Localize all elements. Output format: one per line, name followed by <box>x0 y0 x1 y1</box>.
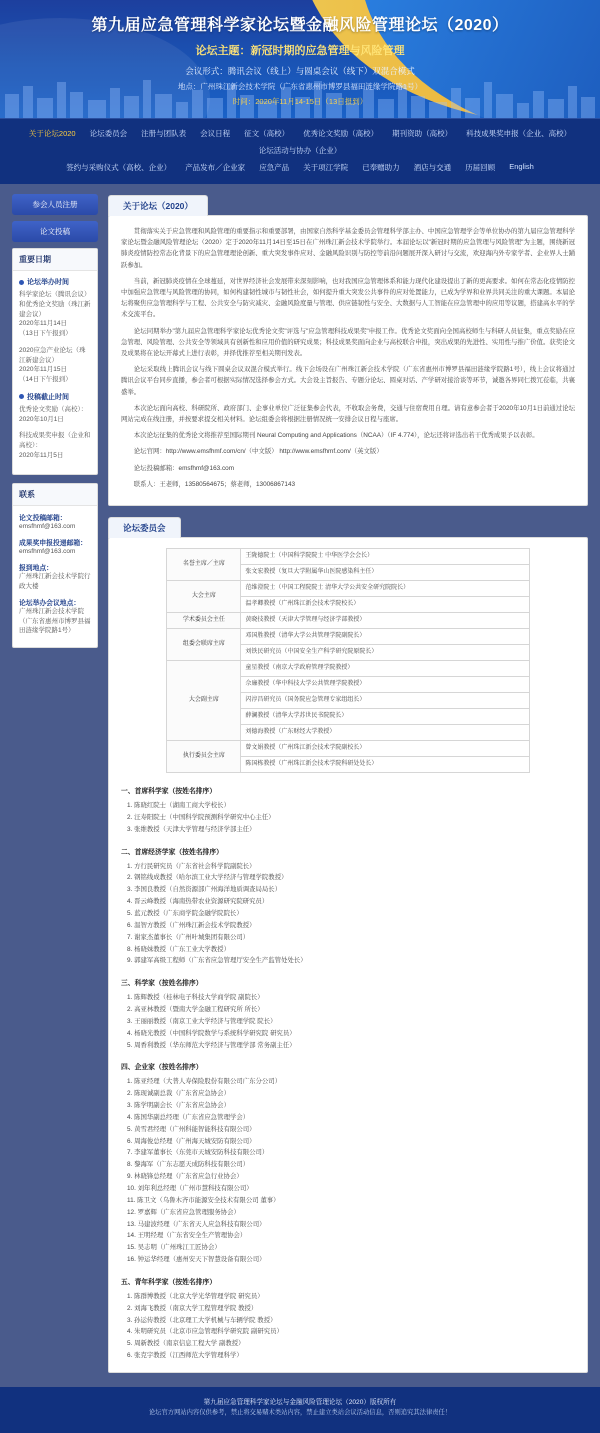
date-group <box>19 431 91 460</box>
nav-item-product-launch[interactable]: 产品发布／企业家 <box>185 163 246 172</box>
committee-member: 陈国栋教授（广州珠江新会技术学院科研处处长） <box>241 757 529 773</box>
about-panel-body <box>109 216 587 505</box>
list-item: 5. 周香利教授（华东师范大学经济与管理学部 常务副主任） <box>127 1041 296 1049</box>
list-item: 8. 杨晓妹教授（广东工业大学教授） <box>127 945 230 953</box>
about-panel <box>108 215 588 506</box>
list-item: 8. 黎海军（广东志愿天成防科技有限公司） <box>127 1161 250 1169</box>
list-item: 7. 谢家杰董事长（广州叶城集团有限公司） <box>127 933 250 941</box>
list-item: 5. 蓝元教授（广东商学院金融学院院长） <box>127 909 243 917</box>
committee-role: 大会副主席 <box>167 661 241 741</box>
about-paragraph: 当前，新冠肺炎疫情在全球蔓延，对世界经济社会发展带来深刻影响，也对我国应急管理体系和能力现代化建设提出了新的更高要求。如何在常态化疫情防控中加强应急管理与风险管理的协同，如何构建韧性城市与韧性社会，如何提升重大突发公共事件的应对处置能力，已成为学界和业界共同关注的重大课题。本届论坛将聚焦应急管理科学与工程、公共安全与防灾减灾、金融风险度量与管理、供应链韧性与安全、大数据与人工智能在应急管理中的应用等议题，搭建高水平的学术交流平台。 <box>121 277 575 319</box>
important-dates-body <box>13 271 97 474</box>
table-row <box>167 549 529 565</box>
committee-member: 佘廉教授（华中科技大学公共管理学院教授） <box>241 677 529 693</box>
list-item: 1. 陈晓红院士（湖南工商大学校长） <box>127 802 230 810</box>
list-item: 14. 王明经理（广东省安全生产管理协会） <box>127 1232 247 1240</box>
nav-item-emergency-products[interactable]: 应急产品 <box>259 163 290 172</box>
nav-item-committee[interactable]: 论坛委员会 <box>89 129 128 138</box>
bullet-icon <box>19 394 24 399</box>
date-group <box>19 346 91 385</box>
committee-role: 组委会联席主席 <box>167 629 241 661</box>
committee-role: 执行委员会主席 <box>167 741 241 773</box>
list-item: 15. 吴志明（广州珠江工匠协会） <box>127 1244 221 1252</box>
date-item: （13日下午报到） <box>19 330 72 337</box>
nav-item-activities[interactable]: 论坛活动与协办（企业） <box>258 146 342 155</box>
list-item: 16. 钟运华经理（惠州安天下智慧设备有限公司） <box>127 1256 266 1264</box>
submit-paper-button[interactable]: 论文投稿 <box>12 221 98 242</box>
committee-member: 张文宏教授（复旦大学附属华山医院感染科主任） <box>241 565 529 581</box>
table-row <box>167 741 529 757</box>
date-group-label: 投稿截止时间 <box>27 393 69 401</box>
date-group-head <box>19 392 91 402</box>
list-item: 2. 汪寿阳院士（中国科学院预测科学研究中心主任） <box>127 813 275 821</box>
table-row <box>167 581 529 597</box>
list-item: 9. 林晓锋总经理（广东省应急行业协会） <box>127 1173 243 1181</box>
list-item: 11. 陈卫文（乌鲁木齐市能源安全技术有限公司 董事） <box>127 1196 280 1204</box>
date-item: 2020年11月14日 <box>19 320 67 328</box>
about-paragraph-journal: 本次论坛征集的优秀论文将推荐至国际期刊 Neural Computing and Applications（NCAA）（IF 4.774），论坛还将评选出若干优秀成果予以表彰。 <box>133 432 539 440</box>
nav-item-journal[interactable]: 期刊资助（高校） <box>392 129 453 138</box>
committee-member: 刘德海教授（广东财经大学教授） <box>241 725 529 741</box>
contact-value: emsfhmf@163.com <box>19 547 76 555</box>
list-section-title: 二、首席经济学家（按姓名排序） <box>121 848 223 856</box>
committee-member: 曾文娟教授（广州珠江新会技术学院副校长） <box>241 741 529 757</box>
date-group <box>19 277 91 339</box>
main-navigation <box>0 118 600 184</box>
list-item: 6. 周海俊总经理（广州海天城安防有限公司） <box>127 1137 256 1145</box>
important-dates-card <box>12 248 98 475</box>
committee-member: 温孝卿教授（广州珠江新会技术学院校长） <box>241 597 529 613</box>
date-item: 2020年11月5日 <box>19 451 64 459</box>
list-section-title: 四、企业家（按姓名排序） <box>121 1064 203 1072</box>
sidebar <box>12 194 98 656</box>
list-item: 3. 王丽丽教授（南京工业大学经济与管理学院 院长） <box>127 1017 277 1025</box>
contact-block <box>19 537 91 556</box>
list-item: 3. 张维教授（天津大学管理与经济学部主任） <box>127 825 256 833</box>
nav-item-paper-award[interactable]: 优秀论文奖励（高校） <box>303 129 379 138</box>
date-group-head <box>19 277 91 287</box>
committee-role: 名誉主席／主席 <box>167 549 241 581</box>
nav-row-2 <box>14 159 586 176</box>
list-item: 5. 周新教授（南京信息工程大学 副教授） <box>127 1340 245 1348</box>
list-item: 4. 晋云峰教授（海南热带农业资源研究院研究员） <box>127 898 269 906</box>
list-item: 4. 陈国华副总经理（广东省应急管理学会） <box>127 1113 250 1121</box>
list-section-title: 三、科学家（按姓名排序） <box>121 980 203 988</box>
list-item: 5. 黄雪君经理（广州科能智能科技有限公司） <box>127 1125 256 1133</box>
contact-label: 论文投稿邮箱： <box>19 514 67 522</box>
committee-panel <box>108 537 588 1373</box>
content-area <box>0 184 600 1387</box>
committee-member: 薛澜教授（清华大学苏世民书院院长） <box>241 709 529 725</box>
table-row <box>167 613 529 629</box>
nav-item-about[interactable]: 关于论坛2020 <box>28 129 76 138</box>
table-row <box>167 661 529 677</box>
footer-copyright: 第九届应急管理科学家论坛与金融风险管理论坛（2020）版权所有 <box>203 1398 397 1406</box>
date-item: 优秀论文奖励（高校）： <box>19 405 88 413</box>
about-contacts: 联系人：王老师，13580564675；蔡老师，13006867143 <box>133 480 296 488</box>
list-item: 2. 钢铭线成教授（哈尔滨工业大学经济与管理学院教授） <box>127 874 288 882</box>
date-group <box>19 392 91 425</box>
contact-value: 广州珠江新会技术学院行政大楼 <box>19 573 91 590</box>
list-item: 3. 陈学明副会长（广东省应急协会） <box>127 1102 230 1110</box>
contact-block <box>19 512 91 531</box>
list-item: 6. 张克宇教授（江西师范大学管理科学） <box>127 1352 243 1360</box>
contact-body <box>13 506 97 648</box>
page-banner <box>0 0 600 118</box>
date-item: 科技成果奖申报（企业和高校）： <box>19 432 91 449</box>
committee-tab-header <box>108 516 588 537</box>
about-paragraph: 论坛同期举办"第九届应急管理科学家论坛优秀论文奖"评选与"应急管理科技成果奖"申报工作。优秀论文奖面向全国高校师生与科研人员征集，重点奖励在应急管理、风险管理、公共安全等领域具有创新性和应用价值的研究成果；科技成果奖面向企业与高校联合申报，突出成果的先进性、实用性与推广价值。获奖论文及成果将在论坛开幕式上进行表彰，并择优推荐至相关期刊发表。 <box>121 327 575 358</box>
contact-value: 广州珠江新会技术学院 （广东省惠州市博罗县福田涟缘学院路1号） <box>19 608 91 635</box>
committee-role: 学术委员会主任 <box>167 613 241 629</box>
date-item: 科学家论坛（腾讯会议）和优秀论文奖励（珠江新建会议） <box>19 291 91 318</box>
list-item: 3. 孙运传教授（北京理工大学机械与车辆学院 教授） <box>127 1316 277 1324</box>
committee-member: 黄晓技教授（天津大学管理与经济学部教授） <box>241 613 529 629</box>
contact-block <box>19 597 91 635</box>
about-paragraph: 贯彻落实关于应急管理和风险管理的重要指示和重要部署，由国家自然科学基金委员会管理科学部主办、中国应急管理学会等单位协办的第九届应急管理科学家论坛暨金融风险管理论坛（2020）定于2020年11月14日至15日在广州珠江新会技术学院举行。本届论坛以"新冠时期的应急管理与风险管理"为主题，围绕新冠肺炎疫情防控常态化背景下的应急管理理论创新、重大突发事件应对、金融风险识别与防控等前沿问题展开深入研讨与交流，欢迎海内外专家学者、企业界人士踊跃参加。 <box>121 228 575 269</box>
committee-member: 闪淳昌研究员（国务院应急管理专家组组长） <box>241 693 529 709</box>
list-section-title: 五、青年科学家（按姓名排序） <box>121 1278 217 1286</box>
committee-panel-body <box>109 538 587 1372</box>
nav-item-achievement-award[interactable]: 科技成果奖申报（企业、高校） <box>466 129 572 138</box>
list-item: 4. 朱明研究员（北京市应急管理科学研究院 副研究员） <box>127 1328 283 1336</box>
committee-member: 邓国胜教授（清华大学公共管理学院副院长） <box>241 629 529 645</box>
contact-label: 论坛举办会议地点： <box>19 600 81 608</box>
list-item: 9. 郭建军高级工程师（广东省应急管理厅安全生产监管处处长） <box>127 957 307 965</box>
about-paragraph: 论坛采取线上腾讯会议与线下圆桌会议双混合模式举行。线下会场设在广州珠江新会技术学院（广东省惠州市博罗县福田涟缘学院路1号），线上会议将通过腾讯会议平台同步直播，参会者可根据实际情况选择参会方式。大会设主旨报告、专题分论坛、圆桌对话、产学研对接洽谈等环节，诚邀各界同仁拨冗莅临，共襄盛举。 <box>121 366 575 396</box>
list-item: 2. 陈现诚副总裁（广东省应急协会） <box>127 1090 230 1098</box>
committee-member: 童星教授（南京大学政府管理学院教授） <box>241 661 529 677</box>
committee-role: 大会主席 <box>167 581 241 613</box>
nav-row-1 <box>14 125 586 159</box>
date-item: 2020应急产业论坛（珠江新建会议） <box>19 346 86 364</box>
nav-item-registration[interactable]: 注册与团队表 <box>141 129 187 138</box>
footer-disclaimer: 论坛官方网站内容仅供参考，禁止将交易赌术类站内容，禁止建立类站会议活动信息，否则追究其法律责任！ <box>148 1409 452 1417</box>
contact-card <box>12 483 98 649</box>
about-website[interactable]: 论坛官网：http://www.emsfhmf.com/cn/（中文版） http://www.emsfhmf.com/（英文版） <box>133 448 383 456</box>
list-item: 1. 陈群博教授（北京大学光华管理学院 研究员） <box>127 1292 264 1300</box>
register-button[interactable]: 参会人员注册 <box>12 194 98 215</box>
nav-item-english[interactable]: English <box>509 162 534 171</box>
contact-block <box>19 562 91 591</box>
committee-member: 范维澄院士（中国工程院院士 清华大学公共安全研究院院长） <box>241 581 529 597</box>
contact-label: 报到地点： <box>19 565 53 573</box>
list-section-title: 一、首席科学家（按姓名排序） <box>121 788 217 796</box>
main-content <box>108 194 588 1373</box>
list-item: 4. 杨晓光教授（中国科学院数学与系统科学研究院 研究员） <box>127 1029 296 1037</box>
contact-label: 成果奖申报投递邮箱： <box>19 539 87 547</box>
list-item: 3. 李国良教授（自然资源部广州海洋地质调查局局长） <box>127 886 282 894</box>
committee-member: 刘铁民研究员（中国安全生产科学研究院原院长） <box>241 645 529 661</box>
list-item: 2. 刘海飞教授（南京大学工程管理学院 教授） <box>127 1304 258 1312</box>
banner-date: 时间：2020年11月14-15日（13日报到） <box>232 97 368 106</box>
contact-value: emsfhmf@163.com <box>19 522 76 530</box>
list-item: 1. 陈亚经理（大普人寿保险股份有限公司广东分公司） <box>127 1078 282 1086</box>
banner-subtitle: 论坛主题：新冠时期的应急管理与风险管理 <box>195 45 405 57</box>
committee-table-wrap <box>166 548 529 773</box>
tab-committee[interactable]: 论坛委员会 <box>108 517 181 538</box>
spacer <box>108 506 588 516</box>
list-item: 1. 方行民研究员（广东省社会科学院副院长） <box>127 862 256 870</box>
table-row <box>167 629 529 645</box>
date-item: 2020年11月15日 <box>19 366 67 374</box>
list-item: 6. 温智方教授（广州珠江新会技术学院教授） <box>127 921 256 929</box>
banner-venue: 地点：广州珠江新会技术学院（广东省惠州市博罗县福田涟缘学院路1号） <box>177 82 423 91</box>
banner-format: 会议形式：腾讯会议（线上）与圆桌会议（线下）双混合模式 <box>185 66 415 76</box>
bullet-icon <box>19 280 24 285</box>
list-item: 1. 陈辉教授（桂林电子科技大学商学院 副院长） <box>127 994 264 1002</box>
nav-item-sponsors[interactable]: 已奉赠助力 <box>362 163 400 172</box>
about-tab-header <box>108 194 588 215</box>
page-footer <box>0 1387 600 1433</box>
nav-item-hotel-transport[interactable]: 酒店与交通 <box>413 163 452 172</box>
nav-item-about-college[interactable]: 关于项江学院 <box>303 163 349 172</box>
nav-item-history[interactable]: 历届回顾 <box>465 163 496 172</box>
list-item: 13. 马建波经理（广东省天人应急科技有限公司） <box>127 1220 266 1228</box>
committee-member: 王陇德院士（中国科学院院士 中华医学会会长） <box>241 549 529 565</box>
date-item: 2020年10月1日 <box>19 415 64 423</box>
important-dates-title: 重要日期 <box>13 249 97 271</box>
about-paragraph: 本次论坛面向高校、科研院所、政府部门、企事业单位广泛征集参会代表，不收取会务费，交通与住宿费用自理。请有意参会者于2020年10月1日前通过论坛网站完成在线注册，并按要求提交相关材料。论坛组委会将根据注册情况统一安排会议日程与座席。 <box>121 404 575 424</box>
banner-title: 第九届应急管理科学家论坛暨金融风险管理论坛（2020） <box>91 17 509 34</box>
list-item: 10. 刘年利总经理（广州市慧科技有限公司） <box>127 1185 253 1192</box>
nav-item-cfp[interactable]: 征文（高校） <box>244 129 290 138</box>
list-item: 12. 罗嘉辉（广东省应急管理服务协会） <box>127 1208 240 1216</box>
about-email[interactable]: 论坛投稿邮箱：emsfhmf@163.com <box>133 464 235 472</box>
list-item: 2. 高亚林教授（暨南大学金融工程研究所 所长） <box>127 1006 264 1014</box>
tab-about[interactable]: 关于论坛（2020） <box>108 195 208 216</box>
date-group-label: 论坛举办时间 <box>27 279 69 286</box>
committee-table <box>166 548 529 773</box>
list-item: 7. 李建军董事长（东莞市天城安防科技有限公司） <box>127 1149 269 1157</box>
nav-item-schedule[interactable]: 会议日程 <box>200 129 231 138</box>
date-item: （14日下午报到） <box>19 376 72 383</box>
nav-item-signing[interactable]: 签约与采购仪式（高校、企业） <box>66 163 172 172</box>
contact-title: 联系 <box>13 484 97 506</box>
